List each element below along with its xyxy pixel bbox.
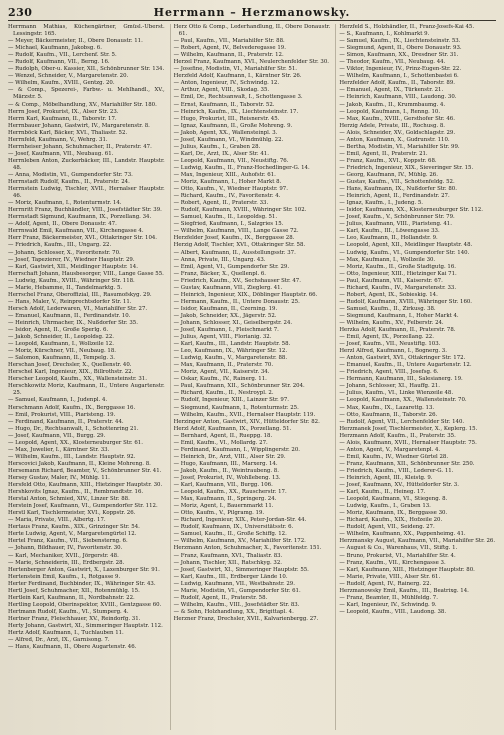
directory-entry: — Moriz, Kaufm., II., Große Stadtgutg. 16. <box>339 263 457 270</box>
directory-entry: — Wilhelm, Kaufm., XVII., Hernalser Hauptstr. 119. <box>173 411 316 418</box>
directory-entry: — Otto, Ingenieur, XIII., Hietzinger Kai 71. <box>339 270 457 277</box>
directory-entry: — Leopold, Kaufmann, I., Wollzeile 12. <box>8 341 114 348</box>
directory-entry: — Heinrich, Ingenieur, XIX., Döblinger Hauptstr. 66. <box>173 291 318 298</box>
directory-entry: — Max, Kaufmann, II., Praterstr. 70. <box>173 362 274 369</box>
directory-entry: Hersemann Richard, Beamter, V., Schönbrunner Str. 41. <box>8 467 162 474</box>
directory-entry: Herrschel Franz, Oberoffizial, III., Rasumofskyg. 29. <box>8 291 152 298</box>
directory-entry: Herrnritt Franz, Buchhändler, VIII., Josefstädter Str. 39. <box>8 207 162 214</box>
directory-entry: — Hans, Kaufmann, IX., Nußdorfer Str. 80. <box>339 186 457 193</box>
directory-entry: — Anton, Agent, V., Margaretenpl. 4. <box>339 446 441 453</box>
directory-entry: — Friedrich, Kaufm., VIII., Lederer-G. 11. <box>339 467 454 474</box>
directory-entry: — Robert, Agent, IX., Sobieskig. 14. <box>339 291 438 298</box>
directory-entry: — Josef, Kaufmann, VII., Neubaug. 61. <box>8 150 114 157</box>
directory-entry: — Ludwig, Kaufm., II., Franz-Hochedlinger-G. 14. <box>173 164 310 171</box>
directory-entry: — Richard, Ingenieur, XIX., Peter-Jordan-Str. 44. <box>173 517 307 524</box>
directory-entry: — Leopold, Kaufm., VIII., Laudong. 38. <box>339 608 447 615</box>
directory-entry: — Richard, Kaufm., IV., Favoritenstr. 4. <box>173 193 281 200</box>
directory-entry: — Leopold, Kaufmann, VI., Stiegeng. 8. <box>339 496 448 503</box>
directory-entry: Herzmansky August, Kaufmann, VII., Mariahilfer Str. 26. <box>339 538 496 545</box>
directory-entry: — Karl, Kaufm., II., Heineg. 17. <box>339 489 426 496</box>
directory-entry: — Josef, Tapezierer, IV., Wiedner Hauptstr. 29. <box>8 256 135 263</box>
directory-entry: — Marie, Hebamme, II., Tandelmarktg. 5. <box>8 284 123 291</box>
directory-entry: Hertmann Rudolf, Kaufm., VI., Stumperg. 4. <box>8 608 129 615</box>
directory-entry: — Otto, Kaufmann, II., Taborstr. 26. <box>339 411 438 418</box>
directory-entry: — & Comp., Spezerei-, Farbw.- u. Mehlhandl., XV., Märzstr. 5. <box>8 87 165 101</box>
directory-entry: — Rudolf, Kaufm., VII., Lerchenf. Str. 5. <box>8 52 117 59</box>
directory-entry: — Richard, Kaufm., XIX., Hofzeile 20. <box>339 517 443 524</box>
directory-entry: Herschmann Adolf, Kaufm., IX., Berggasse 16. <box>8 404 136 411</box>
directory-entry: — Hugo, Dr., Rechtsanwalt, I., Schottenring 21. <box>8 425 139 432</box>
directory-entry: Herzig Adolf, Tischler, XVI., Ottakringer Str. 58. <box>173 242 306 249</box>
directory-entry: — Ludwig, Kaufm., VI., Gumpendorfer Str. 140. <box>339 249 470 256</box>
directory-entry: — Ferdinand, Kaufmann, II., Praterstr. 44. <box>8 418 124 425</box>
directory-entry: Herrnfeld, Kaufmann, V., Wehrg. 31. <box>8 136 108 143</box>
directory-entry: — Rudolph, Ober-u. Kassier, XII., Schönbrunner Str. 134. <box>8 66 165 73</box>
directory-entry: Herrschaft Johann, Hausbesorger, VIII., Lange Gasse 55. <box>8 270 164 277</box>
directory-entry: Herschel Karl, Ingenieur, XIX., Billrothstr. 22. <box>8 369 134 376</box>
directory-entry: — Heinrich, Dr., Arzt, VIII., Alser Str. 29. <box>173 453 286 460</box>
directory-entry: — Hans, Kaufmann, II., Obere Augartenstr. 46. <box>8 644 137 651</box>
directory-entry: — Karl, Kaufmann, XIII., Hietzinger Hauptstr. 80. <box>339 566 475 573</box>
directory-entry: — Max, Juwelier, I., Kärntner Str. 33. <box>8 446 110 453</box>
directory-entry: — Franz, Bäcker, X., Quellenpl. 6. <box>173 270 267 277</box>
directory-entry: Herrn Karl, Kaufmann, II., Taborstr. 17. <box>8 115 117 122</box>
directory-entry: — August & Co., Warenhaus, VII., Stiftg. 1. <box>339 545 458 552</box>
directory-entry: — Siegmund, Kaufmann, I., Rotenturmstr. 25. <box>173 404 299 411</box>
directory-entry: Hertling Leopold, Oberinspektor, XVIII., Gentzgasse 60. <box>8 601 162 608</box>
directory-entry: Herrn Josef, Prokurist, IX., Alser Str. 23. <box>8 108 119 115</box>
directory-entry: — Johann, Schlosser, X., Favoritenstr. 70. <box>8 249 121 256</box>
directory-entry: Herzmanek Josef, Tischlermeister, X., Keplerg. 15. <box>339 425 478 432</box>
directory-columns <box>8 24 496 730</box>
directory-entry: — Emil, Agent, VI., Gumpendorfer Str. 29. <box>173 263 290 270</box>
directory-entry: — Gustav, Kaufmann, VII., Zieglerg. 41. <box>173 284 283 291</box>
directory-entry: — Robert, Agent, II., Praterstr. 33. <box>173 200 269 207</box>
directory-entry: — Heinrich, Agent, III., Kleistg. 9. <box>339 475 433 481</box>
directory-entry: — Jakob, Schneider, XX., Jägerstr. 52. <box>173 312 277 319</box>
directory-entry: — Wilhelm, Kaufm., XVIII., Gentzg. 20. <box>8 80 115 87</box>
column-1 <box>8 24 165 730</box>
directory-entry: — Josef, Kaufm., V., Schönbrunner Str. 79. <box>339 214 455 221</box>
directory-entry: — Marie, Private, VIII., Alser Str. 61. <box>339 573 441 580</box>
directory-entry: Herscher Leopold, Kaufm., XX., Wallensteinstr. 31. <box>8 376 147 383</box>
directory-entry: — Robert, Agent, IV., Belvederegasse 19. <box>173 45 286 52</box>
directory-entry: — Moriz, Agent, I., Bauernmarkt 11. <box>173 503 274 510</box>
directory-entry: — Leo, Kaufmann, IX., Währinger Str. 12. <box>173 348 288 355</box>
directory-entry: — Wilhelm, Kaufmann, VIII., Lange Gasse 72. <box>173 228 299 235</box>
directory-entry: — Bruno, Prokurist, VI., Mariahilfer Str. 4. <box>339 552 456 559</box>
directory-entry: — Hermann, Kaufm., II., Untere Donaustr. 25. <box>173 298 300 305</box>
directory-entry: — Friedrich, Ingenieur, XIX., Sieveringer Str. 15. <box>339 164 474 171</box>
directory-entry: — Ludwig, Kaufm., XVIII., Währinger Str. 118. <box>8 277 135 284</box>
directory-entry: Herte Ludwig, Agent, V., Margaretengürtel 12. <box>8 531 137 538</box>
directory-entry: — Leopold, Kaufmann, I., Renng. 10. <box>339 108 441 115</box>
directory-entry: — Otto, Kaufm., V., Wiedner Hauptstr. 97. <box>173 186 288 193</box>
directory-entry: — Wenzel, Schneider, V., Margaretenstr. 20. <box>8 73 129 80</box>
directory-entry: — Josefine, Modistin, VI., Mariahilfer Str. 51. <box>173 66 297 73</box>
directory-entry: — Paul, Kaufmann, VII., Kaiserstr. 67. <box>339 277 443 284</box>
directory-entry: — Anna, Modistin, VI., Gumpendorfer Str. 73. <box>8 171 133 178</box>
directory-entry: — Johann, Bildhauer, IV., Favoritenstr. 30. <box>8 545 123 552</box>
directory-entry: — Alois, Kaufmann, XVII., Hernalser Hauptstr. 75. <box>339 439 477 446</box>
directory-entry: Herschan Josef, Drechsler, X., Quellenstr. 40. <box>8 362 132 369</box>
column-2 <box>170 24 331 730</box>
directory-entry: — Heinrich, Agent, II., Ferdinandstr. 27. <box>339 193 450 200</box>
directory-entry: — Bernhard, Agent, II., Rueppg. 18. <box>173 432 273 439</box>
directory-entry: — Richard, Kaufm., IV., Margaretenstr. 33. <box>339 284 457 291</box>
directory-entry: — Otto, Kaufm., V., Pilgramg. 19. <box>173 510 265 517</box>
directory-entry: — Samuel, Kaufm., II., Leopoldsg. 51. <box>173 214 278 221</box>
directory-entry: — Albert, Kaufmann, II., Ausstellungsstr. 37. <box>173 249 296 256</box>
directory-entry: — Johann, Schlosser, XI., Geiselbergstr. 24. <box>173 319 293 326</box>
directory-entry: Hertner Franz, Fleischhauer, XV., Reindorfg. 31. <box>8 615 141 622</box>
directory-entry: Herzig Adele, Private, III., Rochusg. 8. <box>339 122 445 129</box>
directory-entry: — Anton, Ingenieur, IV., Schwindg. 12. <box>173 80 280 87</box>
directory-entry: Herrnstadt Rudolf, Kaufm., II., Praterstr. 24. <box>8 179 130 186</box>
directory-entry: Hertlein Karl, Kaufmann, II., Nordbahnstr. 22. <box>8 594 135 601</box>
directory-entry: — Emil, Kaufm., VI., Mollardg. 27. <box>173 439 268 446</box>
directory-entry: — Ludwig, Kaufm., I., Graben 13. <box>339 503 431 510</box>
directory-entry: — & Sohn, Holzhandlung, XX., Brigittapl. 4. <box>173 608 294 615</box>
directory-entry: — Max, Kaufmann, II., Springerg. 24. <box>173 496 277 503</box>
directory-entry: Herstal Anton, Schmied, XIV., Linzer Str. 88. <box>8 496 130 503</box>
directory-entry: Herty Johann, Gastwirt, XI., Simmeringer Hauptstr. 112. <box>8 622 163 629</box>
directory-entry: — Marie, Modistin, VI., Gumpendorfer Str. 61. <box>173 587 301 594</box>
directory-entry: — Moriz, Kürschner, VII., Neubaug. 18. <box>8 348 116 355</box>
directory-entry: — Wilhelm, Kaufm., VIII., Josefstädter Str. 83. <box>173 601 300 608</box>
directory-entry: — Leo, Kaufmann, II., Hollandstr. 9. <box>339 235 438 242</box>
directory-entry: — Arthur, Agent, VIII., Skodag. 35. <box>173 87 270 94</box>
directory-entry: — Heinrich, Kaufmann, VIII., Laudong. 30. <box>339 94 457 101</box>
directory-entry: — Heinrich, Kaufm., IX., Liechtensteinstr. 17. <box>173 108 299 115</box>
directory-entry: — Jakob, Schneider, II., Leopoldsg. 22. <box>8 334 114 341</box>
directory-entry: — Julius, Kaufm., I., Graben 28. <box>173 143 261 150</box>
directory-entry: — Leopold, Agent, XX., Klosterneuburger Str. 61. <box>8 439 143 446</box>
directory-entry: — Emil, Dr., Rechtsanwalt, I., Schottengasse 3. <box>173 94 303 101</box>
directory-entry: — Leopold, Agent, XII., Meidlinger Hauptstr. 48. <box>339 242 473 249</box>
directory-entry: — Alfred, Dr., Arzt, IX., Garnisong. 7. <box>8 637 110 644</box>
page-header <box>8 6 496 21</box>
directory-entry: — Rudolf, Ingenieur, XIII., Lainzer Str. 97. <box>173 397 289 404</box>
directory-entry: — Hermann, Kaufmann, III., Salesianerg. 19. <box>339 376 463 383</box>
directory-entry: — Emil, Prokurist, VIII., Piaristeng. 19. <box>8 411 116 418</box>
directory-entry: — Ludwig, Kaufm., V., Margaretenstr. 88. <box>173 355 288 362</box>
directory-entry: Herzka Adolf, Kaufmann, II., Praterstr. 78. <box>339 327 456 334</box>
directory-entry: — Emanuel, Agent, IX., Türkenstr. 21. <box>339 87 444 94</box>
directory-entry: — S., Kaufmann, I., Kohlmarkt 9. <box>339 31 430 38</box>
directory-entry: — Viktor, Ingenieur, IV., Prinz-Eugen-Str. 22. <box>339 66 462 73</box>
directory-entry: — Emil, Agent, II., Praterstr. 21. <box>339 150 428 157</box>
directory-entry: Herzner Franz, Drechsler, XVII., Kalvarienbergg. 27. <box>173 615 319 622</box>
directory-entry: — Hans, Maler, V., Reinprechtsdorfer Str. 11. <box>8 298 132 305</box>
directory-entry: Hersch Adolf, Lederwaren, VI., Mariahilfer Str. 27. <box>8 305 148 312</box>
directory-entry: Hersey Gustav, Maler, IV., Mühlg. 11. <box>8 475 110 481</box>
directory-entry: — Wilhelm, Kaufmann, II., Praterstr. 12. <box>173 52 284 59</box>
directory-entry: — Karl, Kaufm., III., Landstr. Hauptstr. 58. <box>173 341 291 348</box>
directory-entry: — Salomon, Kaufmann, II., Tempelg. 3. <box>8 355 115 362</box>
directory-entry: Hertz Adolf, Kaufmann, I., Tuchlauben 11. <box>8 630 124 637</box>
directory-entry: — Meyer, Bäckermeister, II., Obere Donaustr. 11. <box>8 38 143 45</box>
directory-entry: — Georg, Kaufmann, IV., Mühlg. 26. <box>339 171 438 178</box>
directory-entry: — Jakob, Kaufm., II., Weintraubeng. 8. <box>173 467 279 474</box>
directory-entry: — Moriz, Kaufmann, I., Rotenturmstr. 14. <box>8 200 122 207</box>
directory-entry: — Isidor, Kaufmann, II., Czerning. 19. <box>173 305 278 312</box>
directory-entry: — Wilhelm, Kaufm., XV., Felberstr. 24. <box>339 319 444 326</box>
directory-entry: — Max, Kaufm., XVIII., Gersthofer Str. 46. <box>339 115 455 122</box>
directory-entry: — Karl, Dr., Arzt, IX., Alser Str. 41. <box>173 150 269 157</box>
directory-entry: — Anton, Gastwirt, XVI., Ottakringer Str. 172. <box>339 355 466 362</box>
directory-entry: Herzfeld Adolf, Kaufmann, I., Kärntner Str. 26. <box>173 73 302 80</box>
directory-entry: — Heinrich, Uhrmacher, IX., Nußdorfer Str. 35. <box>8 319 138 326</box>
page-number: 230 <box>8 6 33 19</box>
directory-entry: — Rudolf, Kaufmann, IX., Universitätsstr. 6. <box>173 524 294 531</box>
directory-entry: — Ludwig, Kaufmann, VII., Westbahnstr. 29. <box>173 580 295 587</box>
directory-entry: — Julius, Kaufmann, VIII., Piaristeng. 41. <box>339 221 452 228</box>
directory-entry: — Max, Kaufm., IX., Lazarettg. 13. <box>339 404 435 411</box>
directory-entry: — Michael, Kaufmann, Jakobsg. 6. <box>8 45 102 52</box>
directory-entry: — Isidor, Kaufmann, XX., Klosterneuburger Str. 112. <box>339 207 483 214</box>
directory-entry: — Julius, Agent, VIII., Florianig. 32. <box>173 334 272 341</box>
directory-entry: Herrmann Mathias, Küchengärtner, Gmüsl.-Überst. Lessingstr. 165. <box>8 24 165 38</box>
directory-entry: — Max, Kaufmann, I., Wollzeile 30. <box>339 256 436 263</box>
directory-entry: — Bertha, Modistin, VI., Mariahilfer Str. 99. <box>339 143 460 150</box>
directory-entry: — Marie, Schneiderin, III., Erdbergstr. 28. <box>8 559 125 566</box>
directory-entry: — Franz, Kaufmann, XVI., Thaliastr. 83. <box>173 552 283 559</box>
directory-entry: — Ignaz, Kaufm., I., Judeng. 5. <box>339 200 423 207</box>
directory-entry: Herzinger Anton, Gastwirt, XIV., Hütteldorfer Str. 82. <box>173 418 320 425</box>
directory-entry: — Franz, Beamter, II., Mühlfeldg. 7. <box>339 594 438 601</box>
directory-entry: Herzl Adolf, Kaufmann, IX., Porzellang. 51. <box>173 425 292 432</box>
directory-entry: Herzmanowsky Emil, Kaufm., III., Beatrixg. 14. <box>339 587 469 594</box>
directory-entry: — Ferdinand, Kaufmann, I., Wipplingerstr. 20. <box>173 446 300 453</box>
directory-entry: — Siegmund, Kaufmann, I., Hoher Markt 4. <box>339 312 459 319</box>
directory-entry: — Siegfried, Kaufmann, I., Salzgries 15. <box>173 221 284 228</box>
directory-entry: — Gustav, Kaufm., VII., Schottenfeldg. 52. <box>339 179 455 186</box>
directory-entry: — Theodor, Kaufm., VII., Neubaug. 44. <box>339 59 446 66</box>
directory-entry: — Josef, Kaufmann, XV., Hütteldorfer Str. 3. <box>339 482 459 489</box>
directory-entry: — Julius, Kaufm., VI., Linke Wienzeile 48. <box>339 390 454 397</box>
directory-entry: — Samuel, Kaufm., II., Große Schiffg. 12. <box>173 531 287 538</box>
directory-entry: Herzmann Anton, Schuhmacher, X., Favoritenstr. 151. <box>173 545 322 552</box>
directory-entry: — Max, Ingenieur, XIII., Auhofstr. 61. <box>173 171 276 178</box>
directory-entry: — Rudolf, Agent, IV., Rainerg. 22. <box>339 580 432 587</box>
directory-entry: — Friedrich, Agent, VIII., Josefsg. 6. <box>339 369 439 376</box>
directory-entry: Herrnheiser Johann, Schuhmacher, II., Praterstr. 47. <box>8 143 152 150</box>
directory-entry: — Paul, Kaufmann, XII., Schönbrunner Str. 204. <box>173 383 305 390</box>
directory-entry: — Karl, Gastwirt, XII., Meidlinger Hauptstr. 14. <box>8 263 138 270</box>
directory-entry: — Alois, Schneider, XV., Goldschlagstr. 29. <box>339 129 456 136</box>
directory-entry: — & Comp., Möbelhandlung, XV., Mariahilfer Str. 180. <box>8 101 157 108</box>
directory-entry: — Emanuel, Kaufm., II., Untere Augartenstr. 12. <box>339 362 472 369</box>
directory-entry: — Richard, Kaufm., II., Nestroypl. 2. <box>173 390 274 397</box>
directory-entry: Herrnbauer Johann, Gastwirt, IV., Margaretenstr. 8. <box>8 122 150 129</box>
directory-entry: — Anton, Kaufmann, X., Gudrunstr. 110. <box>339 136 450 143</box>
directory-entry: Hertl Josef, Schuhmacher, XII., Rotenmühlg. 15. <box>8 587 140 594</box>
directory-entry: — Friedrich, Kaufm., XV., Sechshauser Str. 47. <box>173 277 301 284</box>
directory-entry: Hertel Franz, Kaufm., VII., Siebensterng. 6. <box>8 538 128 545</box>
directory-entry: — Karl, Kaufm., III., Löwengasse 33. <box>339 228 440 235</box>
directory-entry: — Hugo, Prokurist, III., Reisnerstr. 45. <box>173 115 280 122</box>
directory-entry: — Leopold, Kaufm., XX., Rauscherstr. 17. <box>173 489 287 496</box>
directory-entry: — Moriz, Kaufmann, I., Hoher Markt 8. <box>173 179 282 186</box>
directory-entry: Herzfelder Josef, Kaufm., IX., Berggasse 28. <box>173 235 295 242</box>
directory-entry: Herstein Josef, Kaufmann, VI., Gumpendorfer Str. 112. <box>8 503 158 510</box>
directory-entry: Herstl Karl, Tischlermeister, XVI., Koppstr. 26. <box>8 510 136 517</box>
directory-entry: — Karl, Ingenieur, IV., Schwindg. 9. <box>339 601 437 608</box>
directory-entry: — Josef, Kaufmann, VI., Windmühlg. 22. <box>173 136 284 143</box>
directory-entry: — Rudolf, Kaufmann, VII., Berng. 16. <box>8 59 110 66</box>
directory-entry: — Johann, Schlosser, XI., Hauffg. 21. <box>339 383 440 390</box>
directory-entry: — Leopold, Kaufmann, VII., Neustiftg. 76. <box>173 157 289 164</box>
directory-entry: Hertenberger Anton, Gastwirt, X., Laxenburger Str. 91. <box>8 566 160 573</box>
directory-entry: — Isidor, Agent, II., Große Sperlg. 6. <box>8 327 109 334</box>
directory-entry: Herschkowitz Moriz, Kaufmann, II., Untere Augartenstr. 25. <box>8 383 165 397</box>
directory-entry: Hertaus Franz, Kaufm., XIX., Grinzinger Str. 54. <box>8 524 140 531</box>
directory-entry: — Samuel, Kaufm., II., Zirkusg. 38. <box>339 305 436 312</box>
directory-entry: — Emanuel, Kaufmann, II., Ferdinandstr. 10. <box>8 312 131 319</box>
directory-entry: — Karl, Mechaniker, XVII., Jörgerstr. 48. <box>8 552 119 559</box>
directory-entry: — Josef, Gastwirt, XI., Simmeringer Hauptstr. 55. <box>173 566 309 573</box>
directory-entry: — Adolf, Agent, II., Obere Donaustr. 47. <box>8 221 117 228</box>
directory-entry: — Moriz, Kaufmann, IX., Berggasse 30. <box>339 510 448 517</box>
directory-entry: — Rudolf, Agent, II., Praterstr. 58. <box>173 594 268 601</box>
directory-entry: Herscovici Jakob, Kaufmann, II., Kleine Mohreng. 8. <box>8 460 151 467</box>
directory-entry: Herzfelder Adolf, Kaufm., II., Taborstr. 89. <box>339 80 455 87</box>
running-head: Herrmann – Herzmanowsky. <box>153 6 351 19</box>
directory-entry: — Friedrich, Kaufm., III., Ungarg. 22. <box>8 242 112 249</box>
column-3 <box>335 24 496 730</box>
directory-entry: — Oskar, Kaufm., IV., Rainerg. 11. <box>173 376 267 383</box>
directory-entry: — Franz, Kaufmann, XII., Schönbrunner Str. 250. <box>339 460 475 467</box>
directory-entry: — Josef, Prokurist, IV., Wohllebeng. 13. <box>173 475 281 481</box>
directory-entry: Herzmann Adolf, Kaufm., II., Praterstr. 35. <box>339 432 456 439</box>
directory-entry: Herz Otto & Comp., Lederhandlung, II., Obere Donaustr. 61. <box>173 24 331 38</box>
directory-entry: Herrnleben Anton, Zuckerbäcker, III., Landstr. Hauptstr. 48. <box>8 157 165 171</box>
directory-entry: — Rudolf, Agent, VII., Lerchenfelder Str. 140. <box>339 418 465 425</box>
directory-entry: — Emil, Kaufm., IV., Wiedner Gürtel 28. <box>339 453 449 460</box>
directory-entry: — Josef, Kaufm., VII., Neustiftg. 103. <box>339 341 441 348</box>
directory-entry: — Samuel, Kaufmann, I., Judenpl. 4. <box>8 397 108 404</box>
directory-entry: — Emil, Agent, IX., Porzellang. 22. <box>339 334 434 341</box>
directory-entry: — Siegmund, Agent, II., Obere Donaustr. 93. <box>339 45 462 52</box>
directory-entry: Herr Franz, Bäckermeister, XVI., Ottakringer Str. 104. <box>8 235 158 242</box>
directory-entry: — Anna, Private, III., Ungarg. 43. <box>173 256 266 263</box>
directory-entry: — Franz, Kaufm., VII., Kirchengasse 3. <box>339 559 446 566</box>
directory-entry: Hersfeld Otto, Kaufmann, XIII., Hietzinger Hauptstr. 30. <box>8 482 163 489</box>
directory-entry: — Ignaz, Kaufmann, II., Große Mohreng. 9. <box>173 122 293 129</box>
directory-entry: — Jakob, Agent, XX., Wallensteinpl. 3. <box>173 129 278 136</box>
directory-entry: — Hugo, Kaufmann, III., Marxerg. 14. <box>173 460 278 467</box>
directory-entry: — Karl, Kaufmann, VII., Burgg. 106. <box>173 482 273 489</box>
directory-entry: Herzfeld S., Holzhändler, II., Franz-Josefs-Kai 45. <box>339 24 475 30</box>
directory-entry: — Leopold, Kaufmann, XX., Wallensteinstr. 70. <box>339 397 467 404</box>
directory-entry: — Josef, Kaufmann, I., Fleischmarkt 7. <box>173 327 279 334</box>
directory-entry: — Wilhelm, Kaufmann, XX., Pappenheimg. 41. <box>339 531 466 538</box>
directory-entry: — Maria, Private, VIII., Albertg. 17. <box>8 517 106 524</box>
directory-entry: Herter Ferdinand, Buchbinder, IX., Währinger Str. 43. <box>8 580 156 587</box>
directory-entry: — Rudolf, Agent, VII., Seideng. 27. <box>339 524 435 531</box>
directory-entry: Hershkovits Ignaz, Kaufm., II., Rembrandtstr. 16. <box>8 489 144 496</box>
directory-entry: — Wilhelm, Kaufmann, I., Schottenbastei 6. <box>339 73 459 80</box>
directory-entry: — Moriz, Agent, VII., Kaiserstr. 34. <box>173 369 270 376</box>
directory-entry: — Franz, Kaufm., XVI., Koppstr. 68. <box>339 157 437 164</box>
directory-entry: — Rudolf, Kaufmann, XVIII., Währinger Str. 102. <box>173 207 307 214</box>
directory-entry: — Simon, Kaufmann, XX., Dresdner Str. 31. <box>339 52 459 59</box>
directory-entry: — Ernst, Kaufmann, II., Taborstr. 52. <box>173 101 275 108</box>
directory-entry: — Wilhelm, Kaufm., III., Landstr. Hauptstr. 92. <box>8 453 136 460</box>
directory-entry: — Johann, Tischler, XII., Ratschkyg. 32. <box>173 559 282 566</box>
directory-entry: Herrnstein Ludwig, Tischler, XVII., Hernalser Hauptstr. 46. <box>8 186 165 200</box>
directory-entry: Herrnwald Emil, Kaufmann, VII., Kirchengasse 4. <box>8 228 144 235</box>
directory-entry: Herzel Franz, Kaufmann, XVI., Neulerchenfelder Str. 30. <box>173 59 329 66</box>
directory-entry: — Jakob, Kaufm., II., Krummbaumg. 4. <box>339 101 446 108</box>
directory-entry: — Paul, Kaufm., VII., Mariahilfer Str. 88. <box>173 38 285 45</box>
directory-entry: Herrnböck Karl, Bäcker, XVI., Thaliastr. 52. <box>8 129 128 136</box>
directory-entry: — Rudolf, Kaufmann, XVIII., Währinger Str. 160. <box>339 298 473 305</box>
directory-entry: — Josef, Kaufmann, VII., Burgg. 29. <box>8 432 106 439</box>
directory-entry: — Samuel, Kaufm., IX., Liechtensteinstr. 53. <box>339 38 461 45</box>
directory-entry: — Wilhelm, Kaufmann, XV., Mariahilfer Str. 172. <box>173 538 306 545</box>
directory-entry: Hertenstein Emil, Kaufm., I., Rotgasse 9. <box>8 573 121 580</box>
directory-entry: — Karl, Kaufm., III., Erdberger Lände 10. <box>173 573 288 580</box>
directory-entry: Herzl Alfred, Kaufmann, I., Bognerg. 3. <box>339 348 447 355</box>
directory-entry: Herrnstadt Sigmund, Kaufmann, IX., Porzellang. 34. <box>8 214 152 221</box>
